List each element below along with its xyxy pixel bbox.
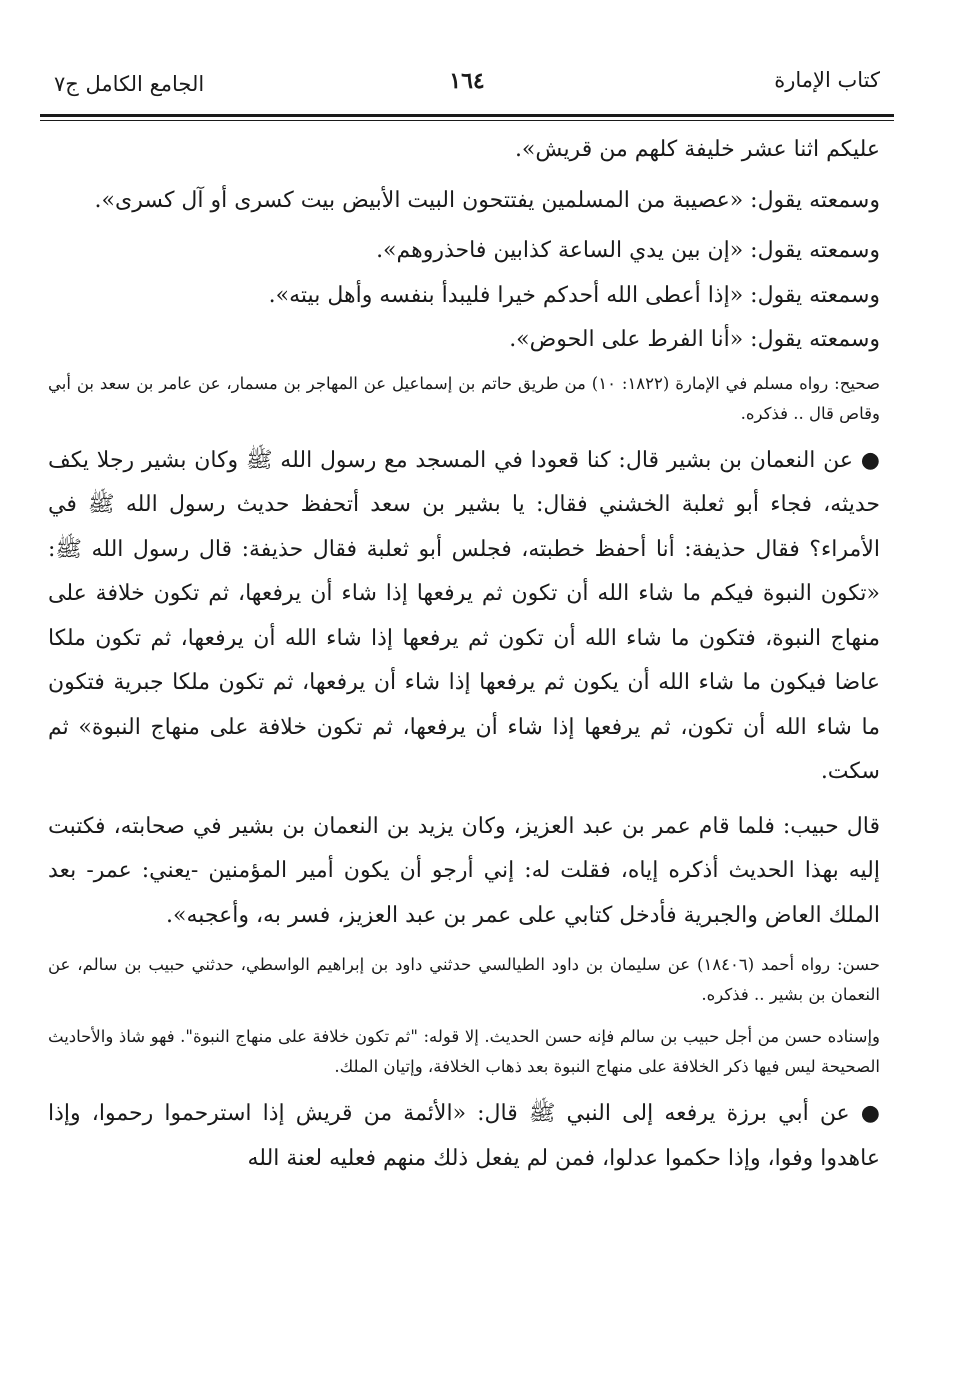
running-book-title: كتاب الإمارة <box>774 68 880 92</box>
hadith-paragraph: ● عن أبي برزة يرفعه إلى النبي ﷺ قال: «الأئمة من قريش إذا استرحموا رحموا، وإذا عاهدوا وفوا، وإذا حكموا عدلوا، فمن لم يفعل ذلك منهم فعليه لعنة الله <box>48 1101 880 1171</box>
isnad-note: وإسناده حسن من أجل حبيب بن سالم فإنه حسن الحديث. إلا قوله: "ثم تكون خلافة على منهاج النبوة". فهو شاذ والأحاديث الصحيحة ليس فيها ذكر الخلافة على منهاج النبوة بعد ذهاب الخلافة، وإتيان الملك. <box>48 1027 880 1076</box>
header-rule-thick <box>40 114 894 117</box>
hadith-paragraph: قال حبيب: فلما قام عمر بن عبد العزيز، وكان يزيد بن النعمان بن بشير في صحابته، فكتبت إليه بهذا الحديث أذكره إياه، فقلت له: إني أرجو أن يكون أمير المؤمنين -يعني: عمر- بعد الملك العاض والجبرية فأدخل كتابي على عمر بن عبد العزيز، فسر به، وأعجبه». <box>48 813 880 928</box>
hadith-paragraph: وسمعته يقول: «أنا الفرط على الحوض». <box>509 327 880 352</box>
hadith-continuation: عليكم اثنا عشر خليفة كلهم من قريش». <box>514 137 880 162</box>
takhrij-note: صحيح: رواه مسلم في الإمارة (١٨٢٢: ١٠) من طريق حاتم بن إسماعيل عن المهاجر بن مسمار، عن عامر بن سعد بن أبي وقاص قال .. فذكره. <box>48 373 880 423</box>
hadith-paragraph: وسمعته يقول: «إذا أعطى الله أحدكم خيرا فليبدأ بنفسه وأهل بيته». <box>268 282 880 308</box>
page-body <box>48 128 880 1181</box>
running-volume-title: الجامع الكامل ج٧ <box>54 72 205 96</box>
hadith-paragraph: وسمعته يقول: «إن بين يدي الساعة كذابين فاحذروهم». <box>376 238 880 263</box>
page-number: ١٦٤ <box>449 68 485 94</box>
takhrij-note: حسن: رواه أحمد (١٨٤٠٦) عن سليمان بن داود الطيالسي حدثني داود بن إبراهيم الواسطي، حدثني حبيب بن سالم، عن النعمان بن بشير .. فذكره. <box>48 955 880 1004</box>
header-rule-thin <box>40 120 894 121</box>
hadith-paragraph: وسمعته يقول: «عصيبة من المسلمين يفتتحون البيت الأبيض بيت كسرى أو آل كسرى». <box>94 187 880 213</box>
hadith-paragraph: ● عن النعمان بن بشير قال: كنا قعودا في المسجد مع رسول الله ﷺ وكان بشير رجلا يكف حديثه، فجاء أبو ثعلبة الخشني فقال: يا بشير بن سعد أتحفظ حديث رسول الله ﷺ في الأمراء؟ فقال حذيفة: أنا أحفظ خطبته، فجلس أبو ثعلبة فقال حذيفة: قال رسول الله ﷺ: «تكون النبوة فيكم ما شاء الله أن تكون ثم يرفعها إذا شاء أن يرفعها، ثم تكون خلافة على منهاج النبوة، فتكون ما شاء الله أن تكون ثم يرفعها إذا شاء الله أن يرفعها، ثم تكون ملكا عاضا فيكون ما شاء الله أن يكون ثم يرفعها إذا شاء أن يرفعها، ثم تكون ملكا جبرية فتكون ما شاء الله أن تكون، ثم يرفعها إذا شاء أن يرفعها، ثم تكون خلافة على منهاج النبوة» ثم سكت. <box>48 447 880 784</box>
page-header <box>40 62 894 118</box>
